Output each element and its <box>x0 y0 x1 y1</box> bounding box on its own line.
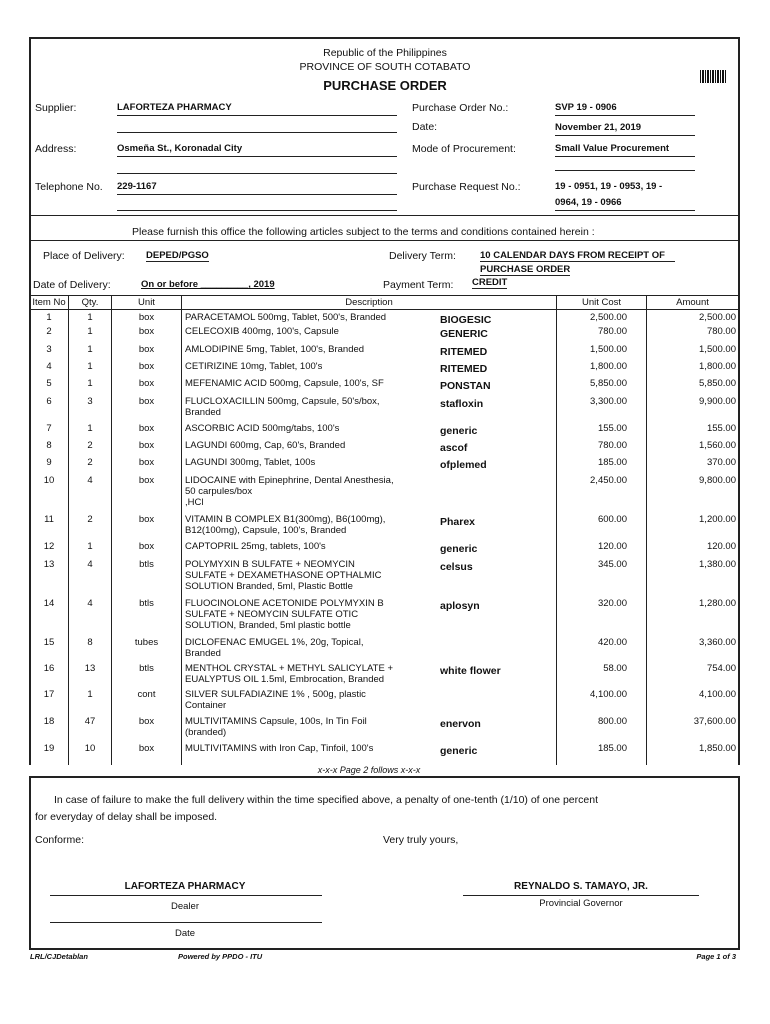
table-cell-qty: 2 <box>87 457 93 468</box>
republic-line: Republic of the Philippines <box>323 47 447 59</box>
table-cell-item: 13 <box>43 559 55 570</box>
table-cell-unit: box <box>138 378 155 389</box>
table-cell-amount: 1,380.00 <box>699 559 736 570</box>
table-cell-item: 1 <box>46 312 52 323</box>
header-unit: Unit <box>138 297 155 308</box>
table-cell-qty: 1 <box>87 312 93 323</box>
dealer-name: LAFORTEZA PHARMACY <box>124 881 246 892</box>
table-cell-brand: Pharex <box>440 516 476 528</box>
table-cell-qty: 4 <box>87 475 93 486</box>
table-cell-item: 6 <box>46 396 52 407</box>
instructions-text: Please furnish this office the following articles subject to the terms and conditions contained herein : <box>132 226 595 238</box>
table-cell-amount: 754.00 <box>706 663 736 674</box>
table-cell-cost: 185.00 <box>597 743 627 754</box>
table-cell-description: (branded) <box>185 727 227 738</box>
official-title: Provincial Governor <box>539 898 623 909</box>
table-cell-cost: 780.00 <box>597 440 627 451</box>
address-value: Osmeña St., Koronadal City <box>117 143 397 157</box>
address-blank-line <box>117 173 397 174</box>
table-cell-item: 12 <box>43 541 55 552</box>
term-value-1: 10 CALENDAR DAYS FROM RECEIPT OF <box>480 250 675 262</box>
table-cell-item: 19 <box>43 743 55 754</box>
province-line: PROVINCE OF SOUTH COTABATO <box>299 61 471 73</box>
table-cell-unit: tubes <box>134 637 159 648</box>
supplier-label: Supplier: <box>35 102 77 114</box>
table-cell-unit: box <box>138 440 155 451</box>
official-signature-line <box>463 895 699 896</box>
table-cell-cost: 1,500.00 <box>590 344 627 355</box>
table-cell-unit: box <box>138 514 155 525</box>
table-cell-qty: 1 <box>87 326 93 337</box>
dealer-label: Dealer <box>171 901 199 912</box>
pr-value-2: 0964, 19 - 0966 <box>555 197 622 208</box>
table-cell-qty: 10 <box>84 743 96 754</box>
table-cell-description: SILVER SULFADIAZINE 1% , 500g, plastic <box>185 689 366 700</box>
official-name: REYNALDO S. TAMAYO, JR. <box>514 881 648 892</box>
mode-value: Small Value Procurement <box>555 143 695 157</box>
address-label: Address: <box>35 143 77 155</box>
telephone-blank-line <box>117 210 397 211</box>
conforme-label: Conforme: <box>35 834 85 846</box>
table-cell-description: VITAMIN B COMPLEX B1(300mg), B6(100mg), <box>185 514 386 525</box>
delivery-date-value: On or before _________, 2019 <box>141 279 275 290</box>
table-cell-brand: celsus <box>440 561 473 573</box>
table-cell-unit: box <box>138 716 155 727</box>
table-cell-cost: 2,450.00 <box>590 475 627 486</box>
header-amount: Amount <box>676 297 709 308</box>
table-cell-description: FLUCLOXACILLIN 500mg, Capsule, 50's/box, <box>185 396 380 407</box>
table-cell-unit: box <box>138 326 155 337</box>
table-cell-cost: 2,500.00 <box>590 312 627 323</box>
table-cell-description: Branded <box>185 648 221 659</box>
pr-blank-line <box>555 210 695 211</box>
table-top-line <box>29 295 740 296</box>
table-cell-qty: 1 <box>87 689 93 700</box>
table-cell-description: SOLUTION, Branded, 5ml plastic bottle <box>185 620 351 631</box>
table-cell-brand: GENERIC <box>440 328 488 340</box>
table-cell-description: Branded <box>185 407 221 418</box>
table-cell-amount: 120.00 <box>706 541 736 552</box>
table-cell-unit: box <box>138 475 155 486</box>
table-cell-description: SULFATE + NEOMYCIN SULFATE OTIC <box>185 609 359 620</box>
table-cell-cost: 58.00 <box>603 663 627 674</box>
table-cell-qty: 13 <box>84 663 96 674</box>
table-cell-brand: RITEMED <box>440 363 488 375</box>
payment-value: CREDIT <box>472 277 508 288</box>
table-cell-description: B12(100mg), Capsule, 100's, Branded <box>185 525 347 536</box>
place-label: Place of Delivery: <box>43 250 125 262</box>
col-line <box>181 295 182 765</box>
table-cell-unit: box <box>138 541 155 552</box>
table-cell-brand: ascof <box>440 442 468 454</box>
footer-center: Powered by PPDO - ITU <box>178 952 263 961</box>
table-cell-item: 16 <box>43 663 55 674</box>
table-cell-description: ,HCl <box>185 497 204 508</box>
table-cell-amount: 370.00 <box>706 457 736 468</box>
signature-date-label: Date <box>174 928 196 939</box>
table-cell-amount: 9,900.00 <box>699 396 736 407</box>
table-cell-qty: 1 <box>87 423 93 434</box>
table-cell-description: CAPTOPRIL 25mg, tablets, 100's <box>185 541 326 552</box>
table-cell-amount: 2,500.00 <box>699 312 736 323</box>
table-cell-item: 2 <box>46 326 52 337</box>
table-cell-unit: btls <box>139 663 154 674</box>
table-cell-amount: 9,800.00 <box>699 475 736 486</box>
supplier-blank-line <box>117 132 397 133</box>
po-label: Purchase Order No.: <box>412 102 509 114</box>
table-cell-item: 5 <box>46 378 52 389</box>
table-cell-description: Container <box>185 700 227 711</box>
header-description: Description <box>345 297 393 308</box>
table-cell-description: LIDOCAINE with Epinephrine, Dental Anesthesia, <box>185 475 394 486</box>
table-cell-cost: 155.00 <box>597 423 627 434</box>
table-cell-cost: 780.00 <box>597 326 627 337</box>
table-cell-item: 14 <box>43 598 55 609</box>
table-cell-cost: 120.00 <box>597 541 627 552</box>
table-cell-description: MENTHOL CRYSTAL + METHYL SALICYLATE + <box>185 663 394 674</box>
penalty-line-1: In case of failure to make the full delivery within the time specified above, a penalty of one-tenth (1/10) of one percent <box>54 794 598 806</box>
place-value: DEPED/PGSO <box>146 250 209 261</box>
payment-label: Payment Term: <box>383 279 454 291</box>
table-cell-description: SOLUTION Branded, 5ml, Plastic Bottle <box>185 581 353 592</box>
table-cell-cost: 320.00 <box>597 598 627 609</box>
table-cell-unit: box <box>138 743 155 754</box>
table-cell-unit: box <box>138 396 155 407</box>
table-cell-description: PARACETAMOL 500mg, Tablet, 500's, Branded <box>185 312 387 323</box>
table-cell-amount: 1,850.00 <box>699 743 736 754</box>
table-cell-unit: btls <box>139 559 154 570</box>
table-cell-description: LAGUNDI 300mg, Tablet, 100s <box>185 457 316 468</box>
yours-label: Very truly yours, <box>383 834 459 846</box>
table-cell-amount: 1,560.00 <box>699 440 736 451</box>
table-cell-amount: 4,100.00 <box>699 689 736 700</box>
table-cell-item: 8 <box>46 440 52 451</box>
table-cell-brand: stafloxin <box>440 398 484 410</box>
table-cell-description: EUALYPTUS OIL 1.5ml, Embrocation, Branded <box>185 674 385 685</box>
table-cell-amount: 155.00 <box>706 423 736 434</box>
table-cell-qty: 1 <box>87 541 93 552</box>
page-border-right <box>738 37 740 765</box>
telephone-label: Telephone No. <box>35 181 103 193</box>
table-cell-amount: 37,600.00 <box>693 716 736 727</box>
table-cell-item: 10 <box>43 475 55 486</box>
table-cell-description: MEFENAMIC ACID 500mg, Capsule, 100's, SF <box>185 378 384 389</box>
table-cell-qty: 4 <box>87 559 93 570</box>
table-cell-cost: 185.00 <box>597 457 627 468</box>
table-cell-unit: btls <box>139 598 154 609</box>
table-cell-brand: PONSTAN <box>440 380 491 392</box>
date-value: November 21, 2019 <box>555 122 695 136</box>
table-cell-qty: 8 <box>87 637 93 648</box>
table-cell-description: SULFATE + DEXAMETHASONE OPTHALMIC <box>185 570 382 581</box>
table-cell-cost: 4,100.00 <box>590 689 627 700</box>
header-unit-cost: Unit Cost <box>581 297 622 308</box>
table-cell-amount: 780.00 <box>706 326 736 337</box>
dealer-signature-line <box>50 895 322 896</box>
table-cell-amount: 1,800.00 <box>699 361 736 372</box>
supplier-value: LAFORTEZA PHARMACY <box>117 102 397 116</box>
table-cell-description: AMLODIPINE 5mg, Tablet, 100's, Branded <box>185 344 365 355</box>
table-cell-brand: generic <box>440 543 478 555</box>
table-cell-qty: 2 <box>87 440 93 451</box>
telephone-value: 229-1167 <box>117 181 397 195</box>
table-cell-item: 7 <box>46 423 52 434</box>
table-cell-item: 3 <box>46 344 52 355</box>
page-title: PURCHASE ORDER <box>323 78 447 93</box>
table-cell-amount: 1,280.00 <box>699 598 736 609</box>
header-item-no: Item No <box>32 297 66 308</box>
table-cell-qty: 1 <box>87 378 93 389</box>
table-cell-qty: 4 <box>87 598 93 609</box>
footer-left: LRL/CJDetablan <box>30 952 88 961</box>
table-cell-brand: ofplemed <box>440 459 487 471</box>
table-cell-description: 50 carpules/box <box>185 486 253 497</box>
mode-blank-line <box>555 170 695 171</box>
pr-label: Purchase Request No.: <box>412 181 521 193</box>
delivery-date-label: Date of Delivery: <box>33 279 111 291</box>
table-cell-cost: 420.00 <box>597 637 627 648</box>
table-cell-brand: generic <box>440 745 478 757</box>
table-cell-description: MULTIVITAMINS with Iron Cap, Tinfoil, 100's <box>185 743 374 754</box>
table-cell-item: 15 <box>43 637 55 648</box>
table-cell-item: 4 <box>46 361 52 372</box>
table-cell-item: 17 <box>43 689 55 700</box>
table-cell-brand: aplosyn <box>440 600 480 612</box>
table-cell-cost: 345.00 <box>597 559 627 570</box>
table-cell-qty: 1 <box>87 344 93 355</box>
table-cell-cost: 5,850.00 <box>590 378 627 389</box>
table-cell-item: 9 <box>46 457 52 468</box>
table-cell-brand: BIOGESIC <box>440 314 492 326</box>
table-cell-amount: 1,500.00 <box>699 344 736 355</box>
table-cell-description: MULTIVITAMINS Capsule, 100s, In Tin Foil <box>185 716 367 727</box>
table-cell-cost: 1,800.00 <box>590 361 627 372</box>
date-label: Date: <box>412 121 438 133</box>
term-label: Delivery Term: <box>389 250 456 262</box>
table-cell-qty: 3 <box>87 396 93 407</box>
table-cell-description: DICLOFENAC EMUGEL 1%, 20g, Topical, <box>185 637 364 648</box>
term-value-2: PURCHASE ORDER <box>480 264 571 275</box>
table-cell-unit: box <box>138 361 155 372</box>
table-cell-qty: 47 <box>84 716 96 727</box>
table-cell-description: POLYMYXIN B SULFATE + NEOMYCIN <box>185 559 355 570</box>
pr-value-1: 19 - 0951, 19 - 0953, 19 - <box>555 181 663 192</box>
table-cell-brand: white flower <box>440 665 501 677</box>
table-cell-cost: 600.00 <box>597 514 627 525</box>
table-cell-unit: cont <box>137 689 156 700</box>
header-divider <box>29 215 740 216</box>
footer-right: Page 1 of 3 <box>696 952 736 961</box>
table-cell-brand: RITEMED <box>440 346 488 358</box>
table-cell-brand: generic <box>440 425 478 437</box>
table-cell-description: FLUOCINOLONE ACETONIDE POLYMYXIN B <box>185 598 384 609</box>
instructions-divider <box>29 240 740 241</box>
table-cell-cost: 3,300.00 <box>590 396 627 407</box>
mode-label: Mode of Procurement: <box>412 143 516 155</box>
table-cell-amount: 3,360.00 <box>699 637 736 648</box>
table-cell-description: ASCORBIC ACID 500mg/tabs, 100's <box>185 423 340 434</box>
po-value: SVP 19 - 0906 <box>555 102 695 116</box>
table-header-line <box>29 309 740 310</box>
table-cell-description: CETIRIZINE 10mg, Tablet, 100's <box>185 361 323 372</box>
table-cell-qty: 2 <box>87 514 93 525</box>
table-cell-unit: box <box>138 344 155 355</box>
penalty-line-2: for everyday of delay shall be imposed. <box>35 811 218 823</box>
table-cell-cost: 800.00 <box>597 716 627 727</box>
page-border-top <box>29 37 740 39</box>
header-qty: Qty. <box>81 297 99 308</box>
table-cell-item: 18 <box>43 716 55 727</box>
table-cell-unit: box <box>138 423 155 434</box>
barcode-icon <box>700 70 726 83</box>
table-cell-description: CELECOXIB 400mg, 100's, Capsule <box>185 326 339 337</box>
date-signature-line <box>50 922 322 923</box>
table-cell-unit: box <box>138 457 155 468</box>
table-cell-brand: enervon <box>440 718 481 730</box>
table-cell-unit: box <box>138 312 155 323</box>
table-cell-item: 11 <box>44 514 54 525</box>
table-cell-description: LAGUNDI 600mg, Cap, 60's, Branded <box>185 440 346 451</box>
table-cell-amount: 1,200.00 <box>699 514 736 525</box>
table-cell-qty: 1 <box>87 361 93 372</box>
table-cell-amount: 5,850.00 <box>699 378 736 389</box>
continuation-note: x-x-x Page 2 follows x-x-x <box>317 765 421 775</box>
